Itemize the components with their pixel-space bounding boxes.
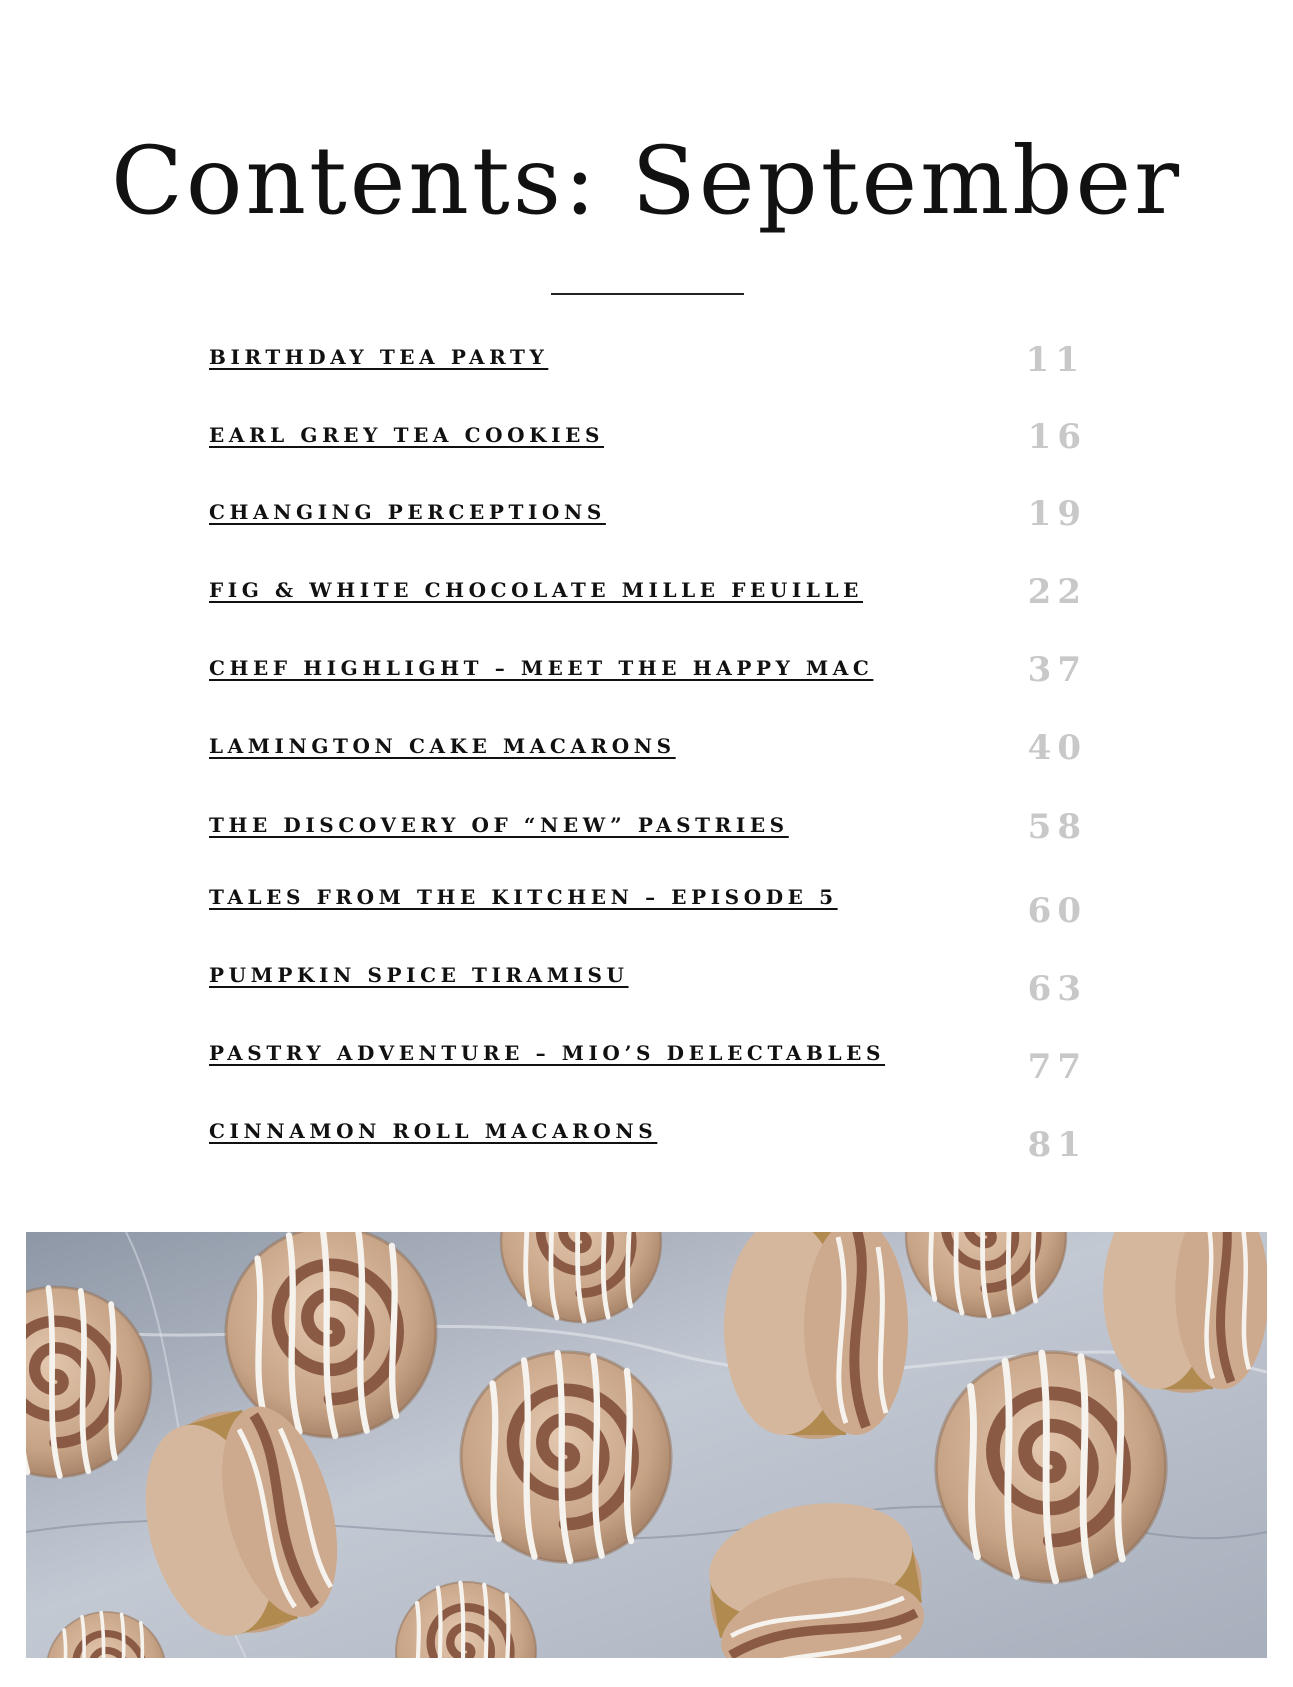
toc-entry-page: 81 xyxy=(1027,1125,1087,1165)
toc-entry-title[interactable]: LAMINGTON CAKE MACARONS xyxy=(209,734,676,758)
toc-entry-title[interactable]: BIRTHDAY TEA PARTY xyxy=(209,345,549,369)
toc-entry[interactable] xyxy=(0,572,1293,638)
toc-entry-page: 63 xyxy=(1027,969,1087,1009)
page-title: Contents: September xyxy=(110,127,1183,236)
toc-entry-page: 37 xyxy=(1027,650,1087,690)
toc-entry-page: 16 xyxy=(1027,417,1087,457)
toc-entry-page: 19 xyxy=(1027,494,1087,534)
macaron xyxy=(1103,1232,1267,1393)
toc-entry-page: 60 xyxy=(1027,891,1087,931)
toc-entry-title[interactable]: THE DISCOVERY OF “NEW” PASTRIES xyxy=(209,813,789,837)
toc-entry-title[interactable]: PASTRY ADVENTURE – MIO’S DELECTABLES xyxy=(209,1041,886,1065)
toc-entry-title[interactable]: TALES FROM THE KITCHEN – EPISODE 5 xyxy=(209,885,838,909)
macaron xyxy=(461,1352,671,1562)
toc-entry-page: 40 xyxy=(1027,728,1087,768)
toc-entry[interactable] xyxy=(0,417,1293,483)
toc-entry-title[interactable]: CINNAMON ROLL MACARONS xyxy=(209,1119,658,1143)
toc-entry[interactable] xyxy=(0,340,1293,405)
toc-entry[interactable] xyxy=(0,650,1293,716)
toc-entry-page: 22 xyxy=(1027,572,1087,612)
toc-entry[interactable] xyxy=(0,1119,1293,1179)
toc-entry-page: 11 xyxy=(1025,340,1085,380)
toc-entry[interactable] xyxy=(0,963,1293,1023)
toc-entry[interactable] xyxy=(0,728,1293,794)
toc-entry-title[interactable]: CHEF HIGHLIGHT – MEET THE HAPPY MAC xyxy=(209,656,874,680)
cinnamon-roll-macarons-photo xyxy=(26,1232,1267,1658)
toc-entry-page: 77 xyxy=(1027,1047,1087,1087)
macaron xyxy=(724,1232,908,1439)
macarons-illustration xyxy=(26,1232,1267,1658)
toc-entry-title[interactable]: EARL GREY TEA COOKIES xyxy=(209,423,604,447)
toc-entry[interactable] xyxy=(0,494,1293,560)
toc-entry-title[interactable]: PUMPKIN SPICE TIRAMISU xyxy=(209,963,629,987)
toc-entry[interactable] xyxy=(0,807,1293,873)
toc-entry[interactable] xyxy=(0,885,1293,945)
toc-entry-title[interactable]: CHANGING PERCEPTIONS xyxy=(209,500,606,524)
toc-entry[interactable] xyxy=(0,1041,1293,1101)
macaron xyxy=(226,1232,436,1437)
toc-entry-page: 58 xyxy=(1027,807,1087,847)
toc-entry-title[interactable]: FIG & WHITE CHOCOLATE MILLE FEUILLE xyxy=(209,578,864,602)
macaron xyxy=(936,1352,1166,1582)
